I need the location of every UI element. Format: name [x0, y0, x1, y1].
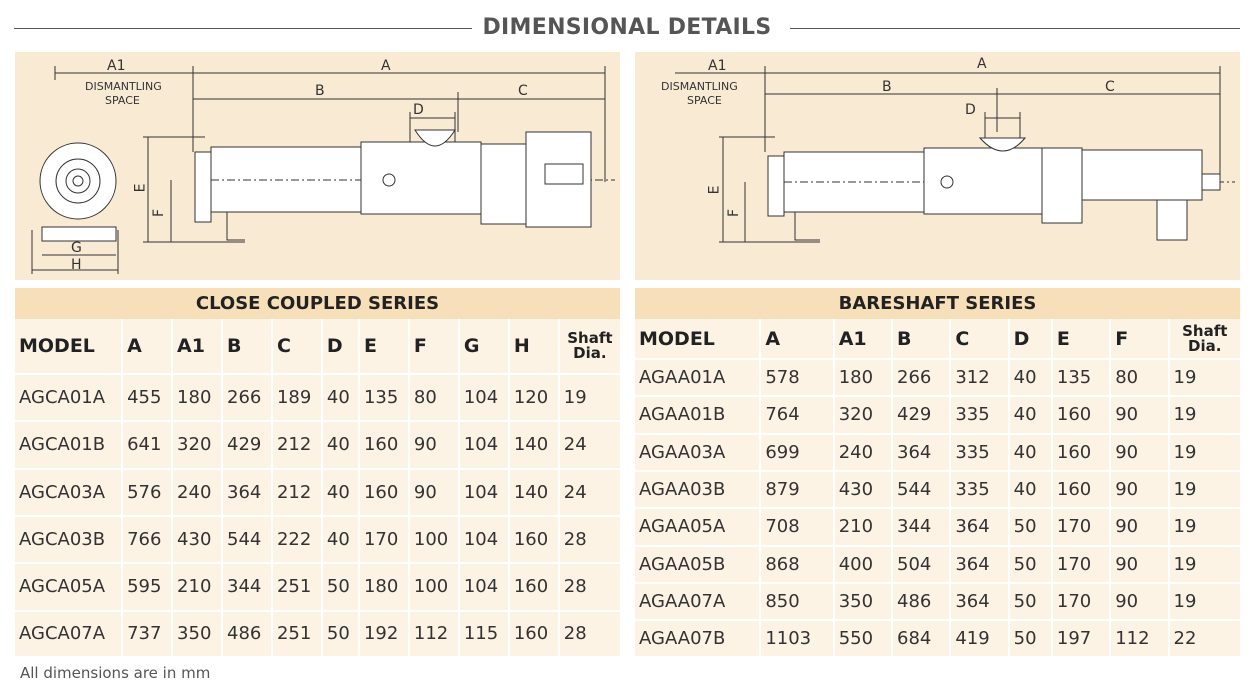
dismantling-label: DISMANTLING: [661, 80, 738, 93]
shaft-header-line2: Dia.: [1188, 336, 1222, 355]
shaft-header-line1: Shaft: [567, 329, 613, 347]
table-cell: 19: [1169, 583, 1240, 620]
table-cell: 19: [1169, 508, 1240, 545]
table-cell: 197: [1052, 620, 1110, 656]
table-cell: 455: [122, 374, 172, 421]
col-header: B: [892, 319, 950, 359]
bareshaft-dimension-labels: [635, 52, 1240, 280]
table-cell: 90: [1110, 508, 1168, 545]
label-f: F: [151, 208, 168, 218]
table-cell: 344: [222, 563, 272, 610]
table-cell: 430: [172, 516, 222, 563]
table-cell: 112: [1110, 620, 1168, 656]
table-cell: 868: [760, 546, 833, 583]
table-cell: 486: [892, 583, 950, 620]
table-cell: 550: [834, 620, 892, 656]
table-cell: 28: [559, 611, 620, 656]
table-header-row: [635, 319, 1240, 359]
close-coupled-diagram-panel: [15, 52, 620, 280]
table-cell: 879: [760, 471, 833, 508]
table-cell: 180: [172, 374, 222, 421]
label-a: A: [381, 58, 391, 74]
table-cell: 576: [122, 469, 172, 516]
table-row: [15, 563, 620, 610]
model-cell: AGAA03A: [635, 434, 760, 471]
table-cell: 544: [892, 471, 950, 508]
table-cell: 160: [1052, 434, 1110, 471]
table-cell: 486: [222, 611, 272, 656]
table-cell: 50: [1009, 546, 1052, 583]
table-cell: 90: [1110, 583, 1168, 620]
table-cell: 595: [122, 563, 172, 610]
label-f: F: [726, 208, 743, 218]
col-header: F: [409, 319, 459, 374]
col-header-shaft: [1169, 319, 1240, 359]
table-row: [635, 471, 1240, 508]
table-cell: 578: [760, 359, 833, 396]
table-cell: 40: [322, 469, 359, 516]
table-cell: 766: [122, 516, 172, 563]
page-header: [14, 12, 1240, 44]
table-row: [15, 469, 620, 516]
table-cell: 50: [1009, 583, 1052, 620]
model-cell: AGCA07A: [15, 611, 122, 656]
table-cell: 160: [509, 516, 559, 563]
table-cell: 192: [359, 611, 409, 656]
table-cell: 90: [1110, 396, 1168, 433]
close-coupled-series-title: CLOSE COUPLED SERIES: [15, 288, 620, 319]
table-cell: 104: [459, 374, 509, 421]
table-cell: 170: [1052, 583, 1110, 620]
bareshaft-diagram-panel: [635, 52, 1240, 280]
table-cell: 40: [322, 421, 359, 468]
table-cell: 19: [559, 374, 620, 421]
table-cell: 266: [222, 374, 272, 421]
table-cell: 112: [409, 611, 459, 656]
table-cell: 28: [559, 563, 620, 610]
col-header: C: [272, 319, 322, 374]
table-cell: 90: [1110, 471, 1168, 508]
col-header: F: [1110, 319, 1168, 359]
table-cell: 335: [950, 471, 1008, 508]
table-cell: 400: [834, 546, 892, 583]
table-cell: 22: [1169, 620, 1240, 656]
table-cell: 135: [359, 374, 409, 421]
model-cell: AGCA01B: [15, 421, 122, 468]
table-cell: 210: [834, 508, 892, 545]
table-cell: 160: [1052, 471, 1110, 508]
table-cell: 708: [760, 508, 833, 545]
table-cell: 364: [950, 546, 1008, 583]
table-cell: 504: [892, 546, 950, 583]
table-cell: 364: [892, 434, 950, 471]
table-cell: 90: [409, 469, 459, 516]
table-cell: 40: [322, 374, 359, 421]
label-g: G: [71, 240, 82, 256]
table-cell: 160: [359, 421, 409, 468]
table-cell: 240: [834, 434, 892, 471]
col-header: C: [950, 319, 1008, 359]
table-cell: 104: [459, 469, 509, 516]
close-coupled-dimension-labels: [15, 52, 620, 280]
label-e: E: [132, 183, 149, 193]
dismantling-space-label: SPACE: [105, 94, 140, 107]
header-rule-right: [790, 28, 1240, 29]
dismantling-label: DISMANTLING: [85, 80, 162, 93]
model-cell: AGAA07B: [635, 620, 760, 656]
model-cell: AGAA05B: [635, 546, 760, 583]
label-c: C: [518, 83, 528, 99]
table-cell: 40: [322, 516, 359, 563]
table-cell: 344: [892, 508, 950, 545]
model-cell: AGAA07A: [635, 583, 760, 620]
model-cell: AGCA05A: [15, 563, 122, 610]
table-row: [635, 359, 1240, 396]
table-cell: 50: [1009, 620, 1052, 656]
col-header: H: [509, 319, 559, 374]
table-row: [15, 421, 620, 468]
table-cell: 19: [1169, 546, 1240, 583]
close-coupled-table: [15, 319, 620, 656]
table-cell: 160: [1052, 396, 1110, 433]
table-header-row: [15, 319, 620, 374]
table-cell: 90: [409, 421, 459, 468]
table-cell: 737: [122, 611, 172, 656]
table-cell: 90: [1110, 434, 1168, 471]
table-row: [635, 583, 1240, 620]
table-cell: 50: [322, 611, 359, 656]
table-cell: 120: [509, 374, 559, 421]
table-cell: 19: [1169, 359, 1240, 396]
label-h: H: [71, 257, 82, 273]
model-cell: AGAA05A: [635, 508, 760, 545]
table-cell: 19: [1169, 434, 1240, 471]
col-header: A1: [834, 319, 892, 359]
bareshaft-table: [635, 319, 1240, 656]
table-cell: 40: [1009, 434, 1052, 471]
col-header: D: [322, 319, 359, 374]
table-row: [635, 434, 1240, 471]
label-b: B: [315, 83, 325, 99]
table-cell: 429: [892, 396, 950, 433]
table-cell: 430: [834, 471, 892, 508]
dismantling-space-label: SPACE: [687, 94, 722, 107]
table-cell: 350: [834, 583, 892, 620]
label-b: B: [882, 79, 892, 95]
table-cell: 19: [1169, 396, 1240, 433]
col-header: E: [359, 319, 409, 374]
label-d: D: [965, 102, 976, 118]
table-cell: 100: [409, 563, 459, 610]
col-header: E: [1052, 319, 1110, 359]
table-cell: 189: [272, 374, 322, 421]
table-cell: 40: [1009, 396, 1052, 433]
table-cell: 50: [322, 563, 359, 610]
table-cell: 115: [459, 611, 509, 656]
label-a1: A1: [107, 58, 126, 74]
table-cell: 40: [1009, 359, 1052, 396]
table-cell: 266: [892, 359, 950, 396]
table-row: [15, 611, 620, 656]
table-cell: 170: [1052, 508, 1110, 545]
label-e: E: [706, 185, 723, 195]
table-cell: 24: [559, 421, 620, 468]
table-cell: 180: [834, 359, 892, 396]
table-cell: 364: [950, 583, 1008, 620]
table-cell: 364: [950, 508, 1008, 545]
col-header: MODEL: [15, 319, 122, 374]
table-cell: 210: [172, 563, 222, 610]
shaft-header-line2: Dia.: [573, 344, 607, 362]
table-cell: 251: [272, 563, 322, 610]
table-row: [15, 516, 620, 563]
table-cell: 50: [1009, 508, 1052, 545]
col-header: A1: [172, 319, 222, 374]
table-cell: 320: [834, 396, 892, 433]
table-cell: 641: [122, 421, 172, 468]
col-header: B: [222, 319, 272, 374]
model-cell: AGAA01B: [635, 396, 760, 433]
table-cell: 320: [172, 421, 222, 468]
table-cell: 364: [222, 469, 272, 516]
table-cell: 160: [509, 563, 559, 610]
table-row: [635, 396, 1240, 433]
table-row: [635, 546, 1240, 583]
model-cell: AGAA03B: [635, 471, 760, 508]
model-cell: AGAA01A: [635, 359, 760, 396]
table-cell: 240: [172, 469, 222, 516]
table-cell: 140: [509, 469, 559, 516]
table-cell: 80: [1110, 359, 1168, 396]
table-cell: 419: [950, 620, 1008, 656]
table-row: [635, 620, 1240, 656]
table-cell: 140: [509, 421, 559, 468]
table-cell: 135: [1052, 359, 1110, 396]
shaft-header-line1: Shaft: [1182, 321, 1228, 340]
table-cell: 160: [359, 469, 409, 516]
label-a1: A1: [708, 58, 727, 74]
col-header: A: [122, 319, 172, 374]
page-title: DIMENSIONAL DETAILS: [482, 15, 772, 40]
table-cell: 104: [459, 421, 509, 468]
table-cell: 24: [559, 469, 620, 516]
table-cell: 544: [222, 516, 272, 563]
col-header-shaft: [559, 319, 620, 374]
table-cell: 222: [272, 516, 322, 563]
label-d: D: [413, 102, 424, 118]
table-cell: 160: [509, 611, 559, 656]
col-header: D: [1009, 319, 1052, 359]
table-row: [635, 508, 1240, 545]
table-cell: 335: [950, 434, 1008, 471]
table-cell: 100: [409, 516, 459, 563]
table-cell: 90: [1110, 546, 1168, 583]
table-row: [15, 374, 620, 421]
table-cell: 335: [950, 396, 1008, 433]
table-cell: 684: [892, 620, 950, 656]
table-cell: 764: [760, 396, 833, 433]
table-cell: 1103: [760, 620, 833, 656]
model-cell: AGCA03A: [15, 469, 122, 516]
bareshaft-series-title: BARESHAFT SERIES: [635, 288, 1240, 319]
table-cell: 40: [1009, 471, 1052, 508]
table-cell: 80: [409, 374, 459, 421]
table-cell: 699: [760, 434, 833, 471]
table-cell: 104: [459, 516, 509, 563]
table-cell: 429: [222, 421, 272, 468]
label-a: A: [977, 56, 987, 72]
table-cell: 212: [272, 469, 322, 516]
table-cell: 19: [1169, 471, 1240, 508]
table-cell: 180: [359, 563, 409, 610]
model-cell: AGCA01A: [15, 374, 122, 421]
table-cell: 28: [559, 516, 620, 563]
units-footnote: All dimensions are in mm: [20, 664, 211, 682]
table-cell: 212: [272, 421, 322, 468]
col-header: A: [760, 319, 833, 359]
table-cell: 251: [272, 611, 322, 656]
label-c: C: [1105, 79, 1115, 95]
col-header: G: [459, 319, 509, 374]
model-cell: AGCA03B: [15, 516, 122, 563]
table-cell: 312: [950, 359, 1008, 396]
col-header: MODEL: [635, 319, 760, 359]
table-cell: 170: [359, 516, 409, 563]
table-cell: 350: [172, 611, 222, 656]
table-cell: 850: [760, 583, 833, 620]
table-cell: 170: [1052, 546, 1110, 583]
table-cell: 104: [459, 563, 509, 610]
